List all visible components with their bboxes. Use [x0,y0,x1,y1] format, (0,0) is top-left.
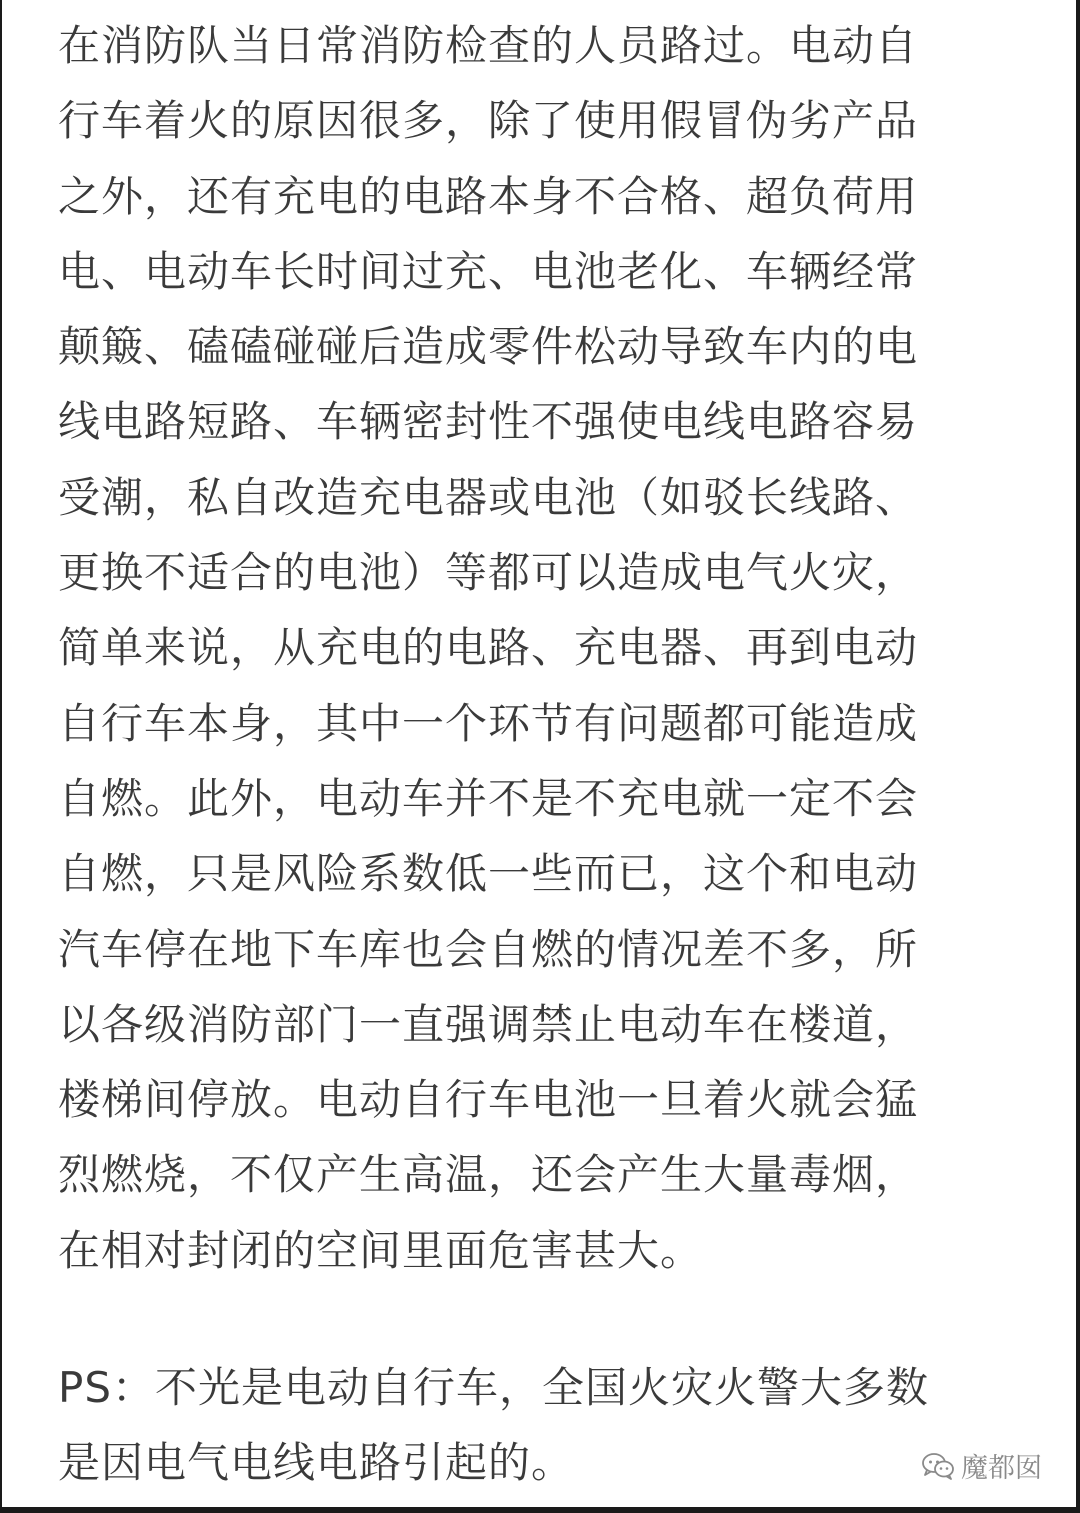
paragraph-line: 烈燃烧，不仅产生高温，还会产生大量毒烟， [58,1150,919,1200]
article-paragraph [58,8,1018,1288]
paragraph-line: 之外，还有充电的电路本身不合格、超负荷用 [58,171,919,221]
paragraph-line: 汽车停在地下车库也会自燃的情况差不多，所 [58,924,919,974]
ps-line: PS：不光是电动自行车，全国火灾火警大多数 [58,1363,929,1412]
paragraph-line: 自燃，只是风险系数低一些而已，这个和电动 [58,849,919,899]
paragraph-line: 自行车本身，其中一个环节有问题都可能造成 [58,698,919,748]
paragraph-line: 在消防队当日常消防检查的人员路过。电动自 [58,21,919,70]
paragraph-line: 在相对封闭的空间里面危害甚大。 [58,1225,704,1275]
watermark [921,1446,1042,1485]
paragraph-line: 行车着火的原因很多，除了使用假冒伪劣产品 [58,96,919,146]
paragraph-line: 受潮，私自改造充电器或电池（如驳长线路、 [58,472,919,522]
paragraph-line: 自燃。此外，电动车并不是不充电就一定不会 [58,773,919,823]
paragraph-line: 线电路短路、车辆密封性不强使电线电路容易 [58,397,919,447]
wechat-icon [921,1452,955,1480]
ps-note [58,1350,1018,1501]
watermark-text: 魔都囡 [961,1453,1042,1484]
paragraph-line: 简单来说，从充电的电路、充电器、再到电动 [58,623,919,673]
paragraph-line: 电、电动车长时间过充、电池老化、车辆经常 [58,246,919,296]
ps-line: 是因电气电线电路引起的。 [58,1438,575,1488]
paragraph-line: 楼梯间停放。电动自行车电池一旦着火就会猛 [58,1075,919,1125]
paragraph-line: 更换不适合的电池）等都可以造成电气火灾， [58,548,919,598]
paragraph-line: 以各级消防部门一直强调禁止电动车在楼道， [58,999,919,1049]
paragraph-line: 颠簸、磕磕碰碰后造成零件松动导致车内的电 [58,322,919,372]
